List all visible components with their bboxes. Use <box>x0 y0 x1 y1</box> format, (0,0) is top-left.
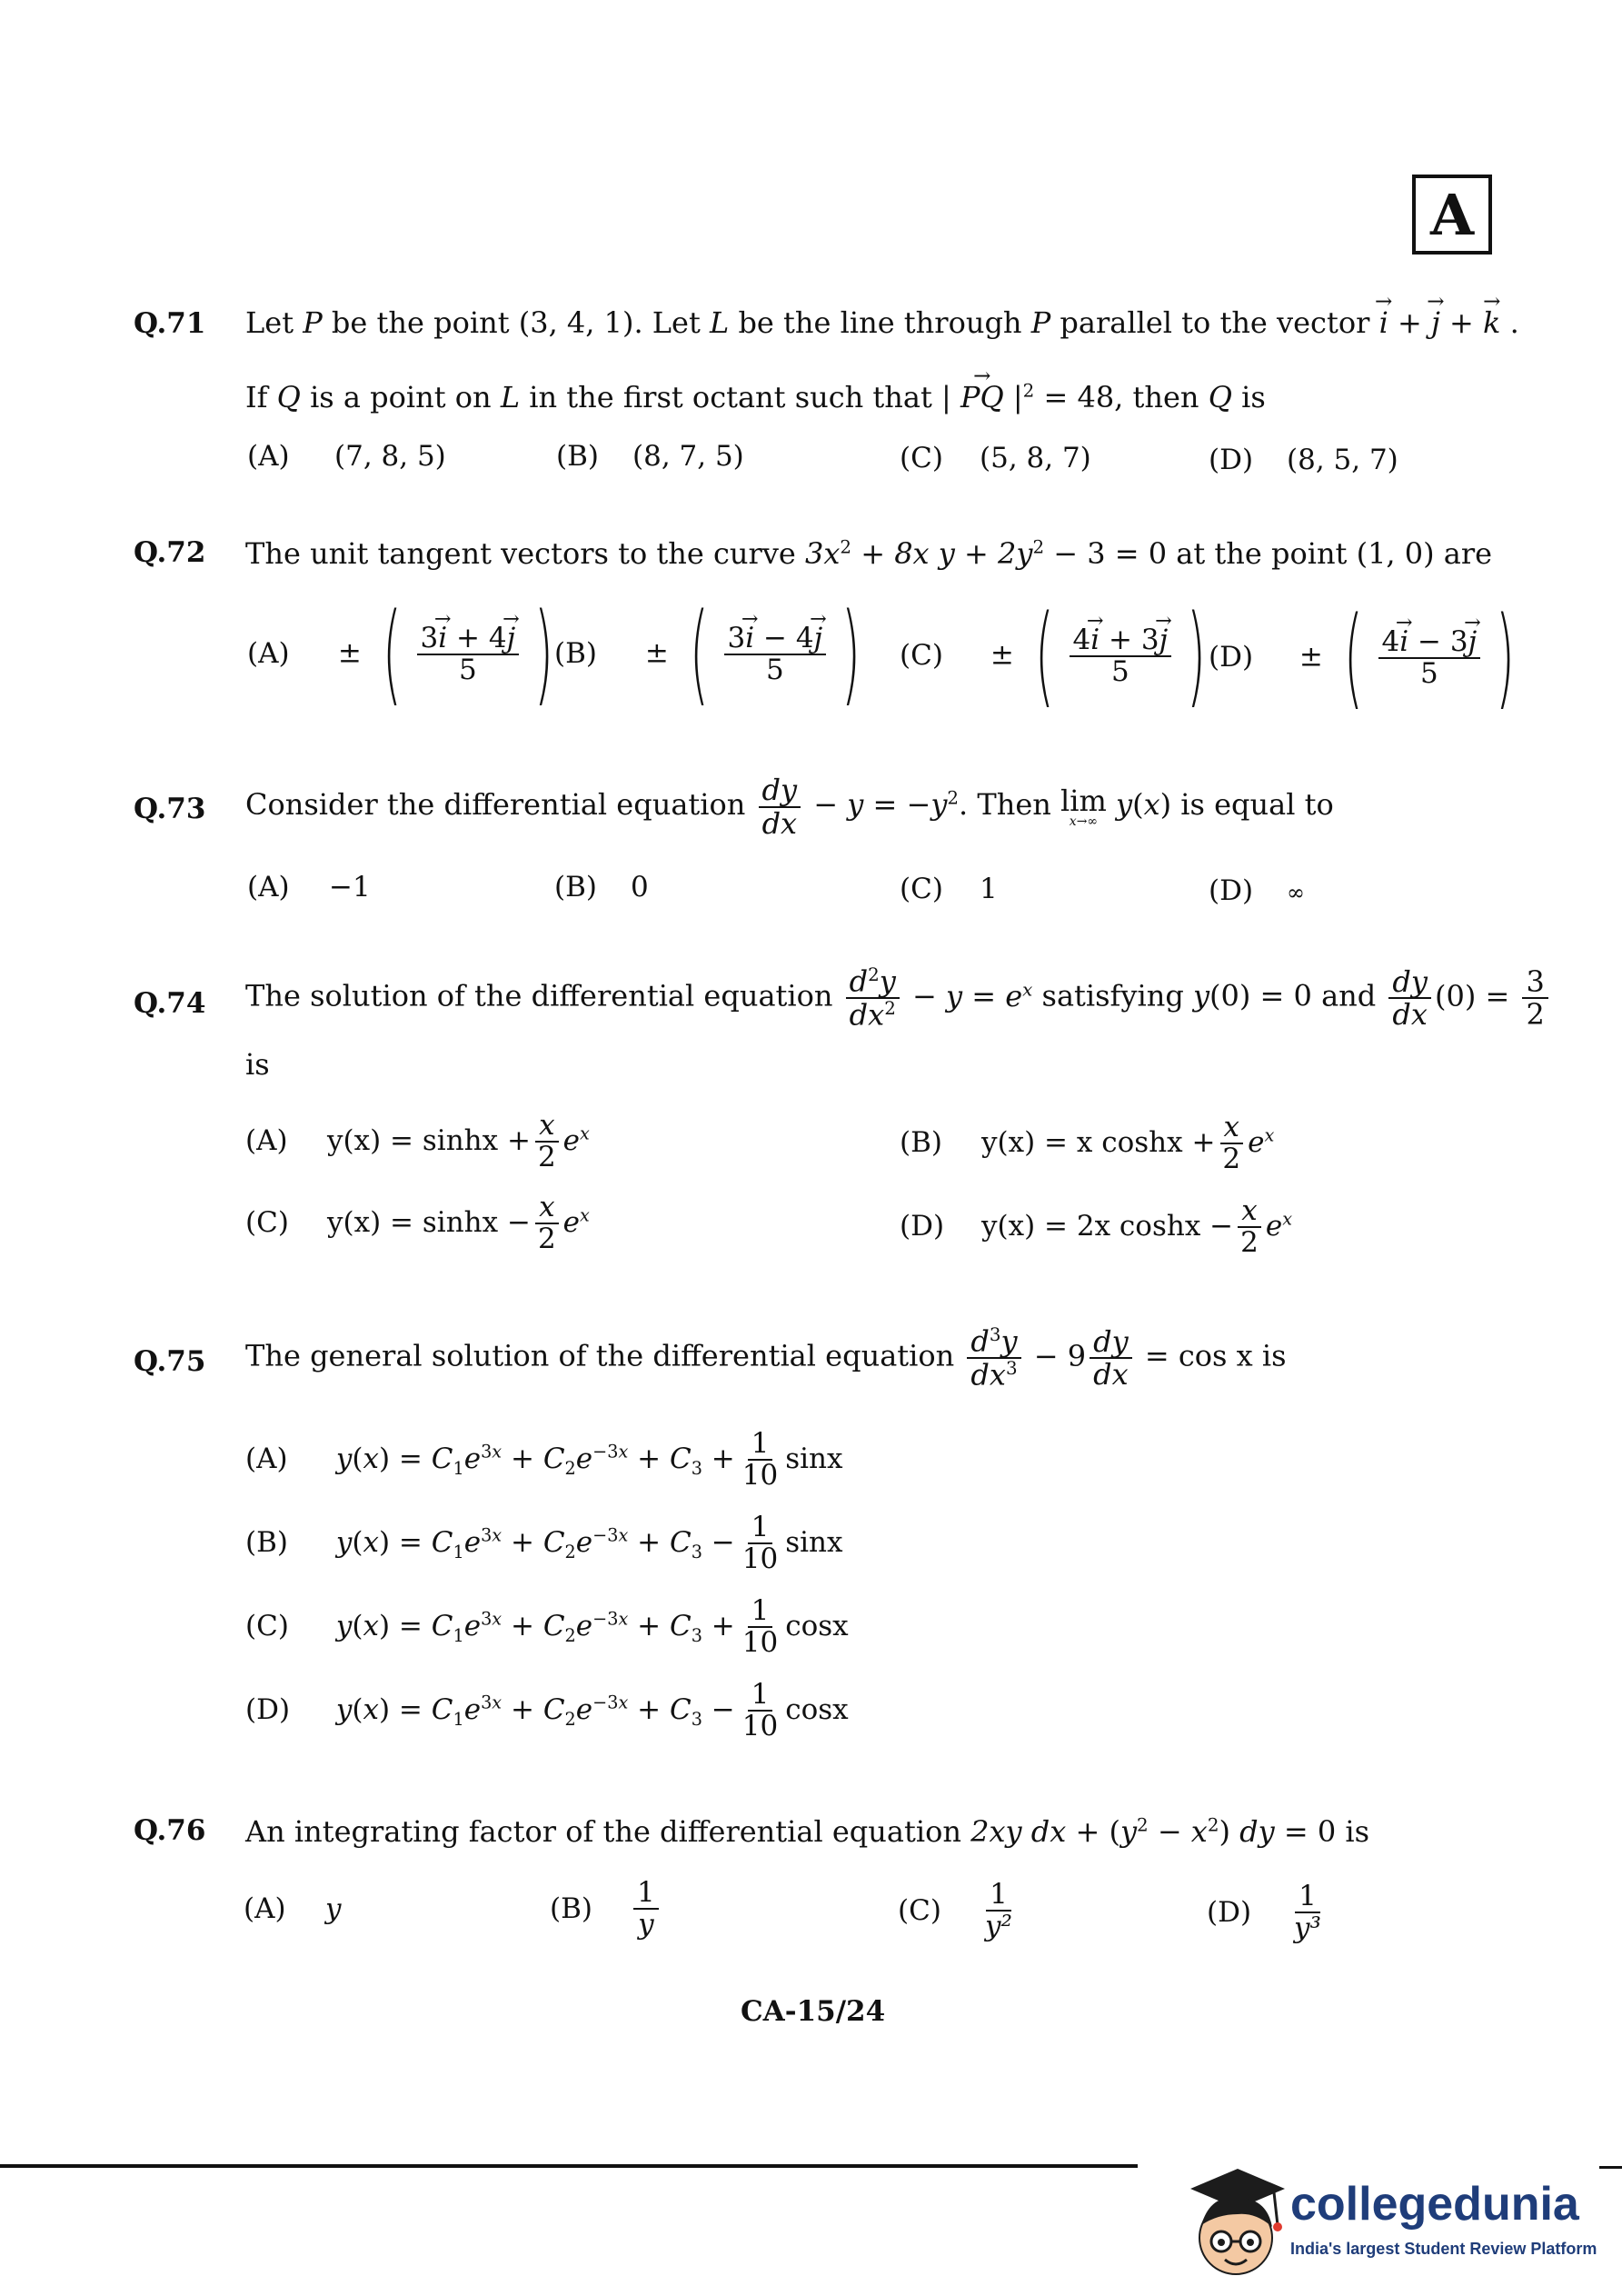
option-label: (C) <box>245 1205 289 1239</box>
trig-function: cosx <box>785 1692 849 1726</box>
plus-minus: ± <box>1299 640 1323 674</box>
x-over-2: $\frac{x}{2}$ <box>1237 1196 1262 1259</box>
option-label: (D) <box>1209 444 1254 476</box>
option-fraction <box>981 1880 1016 1942</box>
operator: + <box>1109 623 1133 656</box>
q71-var-p: P <box>303 305 323 340</box>
bottom-divider <box>0 2164 1138 2168</box>
plus-minus: ± <box>644 636 669 670</box>
denominator: y <box>638 1908 654 1942</box>
coef: 4 <box>1381 624 1400 658</box>
question-75-text <box>245 1325 1286 1391</box>
one-tenth: $\frac{1}{10}$ <box>741 1594 779 1660</box>
coef: 3 <box>1449 624 1468 658</box>
q72-option-d[interactable] <box>1209 594 1527 721</box>
q75-equation: $\frac{d^3y}{dx^3}$ − 9 $\frac{dy}{dx}$ <box>963 1339 1135 1373</box>
option-text: 1 <box>980 873 998 905</box>
q75-option-b[interactable] <box>245 1512 843 1575</box>
q73-text: Consider the differential equation <box>245 787 746 823</box>
option-expression: ( $\frac{3\to i - 4\to j}{5}$ ) <box>678 600 872 709</box>
q72-text: The unit tangent vectors to the curve <box>245 536 796 571</box>
q75-text: The general solution of the differential equation <box>245 1338 955 1373</box>
q71-text: parallel to the vector <box>1060 305 1370 340</box>
one-tenth: $\frac{1}{10}$ <box>741 1427 779 1492</box>
sign: + <box>711 1442 735 1475</box>
q73-limit: lim x→∞ <box>1060 783 1107 829</box>
option-label: (D) <box>1209 874 1254 907</box>
numerator: 1 <box>1295 1882 1320 1913</box>
q71-var-q: Q <box>276 380 301 414</box>
option-text: ∞ <box>1287 880 1305 905</box>
option-label: (A) <box>244 1892 286 1925</box>
q71-var-l: L <box>710 305 730 340</box>
operator: − <box>1418 624 1442 658</box>
q73-text: . Then <box>959 787 1051 823</box>
q71-text: Let <box>245 305 294 340</box>
sign: − <box>711 1692 735 1726</box>
q74-text: satisfying <box>1041 978 1184 1013</box>
operator: − <box>763 621 788 654</box>
question-71-line-1 <box>245 305 1519 340</box>
option-text: y(x) = 2x coshx − <box>981 1209 1234 1243</box>
option-label: (C) <box>900 638 943 672</box>
coef: 4 <box>1072 623 1091 656</box>
question-number-71: Q.71 <box>134 307 206 340</box>
exp-term: $e^x$ <box>1248 1124 1275 1159</box>
q72-text: at the point (1, 0) are <box>1176 536 1493 571</box>
option-text: 0 <box>631 871 649 903</box>
q76-option-b[interactable] <box>550 1878 662 1941</box>
coef: 3 <box>727 621 746 654</box>
page-footer: CA-15/24 <box>741 1995 886 2028</box>
question-number-72: Q.72 <box>134 536 206 569</box>
sheet-code-box <box>1412 175 1492 255</box>
q71-option-a[interactable] <box>247 440 446 473</box>
coef: 4 <box>488 621 507 654</box>
q73-equation: $\frac{dy}{dx}$ − $y = -y^2$ <box>755 787 959 822</box>
q71-text: be the point (3, 4, 1). Let <box>331 305 701 340</box>
option-text: (8, 5, 7) <box>1287 444 1398 476</box>
q71-option-d[interactable] <box>1209 444 1398 476</box>
option-expression: ( $\frac{3\to i + 4\to j}{5}$ ) <box>371 600 565 709</box>
question-74-text <box>245 965 1552 1031</box>
option-text: (5, 8, 7) <box>980 442 1091 474</box>
coef: 4 <box>795 621 814 654</box>
question-number-76: Q.76 <box>134 1814 206 1847</box>
bottom-divider-right <box>1599 2166 1622 2169</box>
q71-text: is <box>1241 380 1266 414</box>
sign: + <box>711 1609 735 1642</box>
q72-option-c[interactable] <box>900 593 1218 719</box>
denominator: 5 <box>459 654 477 686</box>
q76-text: is <box>1345 1814 1370 1849</box>
sign: − <box>711 1525 735 1559</box>
question-71-line-2 <box>245 380 1266 414</box>
option-text: −1 <box>329 871 371 903</box>
x-over-2: $\frac{x}{2}$ <box>1219 1113 1244 1175</box>
question-number-74: Q.74 <box>134 987 206 1020</box>
q75-option-c[interactable] <box>245 1596 849 1659</box>
option-expression: ( $\frac{4\to i + 3\to j}{5}$ ) <box>1023 602 1218 711</box>
trig-function: sinx <box>785 1525 843 1559</box>
option-label: (B) <box>900 1125 942 1159</box>
operator: + <box>456 621 481 654</box>
question-73-text <box>245 774 1334 839</box>
option-label: (C) <box>898 1894 941 1928</box>
q76-option-d[interactable] <box>1207 1882 1328 1944</box>
option-label: (B) <box>550 1892 592 1926</box>
q76-option-c[interactable] <box>898 1880 1020 1942</box>
q71-var-l: L <box>500 380 521 414</box>
coef: 3 <box>420 621 439 654</box>
q71-var-p: P <box>1030 305 1051 340</box>
option-label: (A) <box>245 1123 288 1157</box>
one-tenth: $\frac{1}{10}$ <box>741 1678 779 1743</box>
x-over-2: $\frac{x}{2}$ <box>534 1111 560 1173</box>
option-text: y <box>325 1892 342 1925</box>
denominator: y² <box>985 1910 1012 1943</box>
exp-term: $e^x$ <box>562 1204 590 1239</box>
option-label: (C) <box>900 873 943 905</box>
option-label: (A) <box>247 871 290 903</box>
option-fraction <box>633 1878 659 1941</box>
option-label: (B) <box>554 871 597 903</box>
question-72-text <box>245 536 1492 571</box>
q71-option-c[interactable] <box>900 442 1091 474</box>
option-label: (D) <box>245 1692 291 1726</box>
plus-minus: ± <box>990 638 1014 672</box>
question-76-text <box>245 1814 1369 1849</box>
q72-option-a[interactable] <box>247 591 565 717</box>
option-text: y(x) = sinhx + <box>327 1123 531 1157</box>
option-label: (C) <box>245 1609 289 1642</box>
option-label: (D) <box>1207 1896 1252 1930</box>
denominator: 5 <box>1420 657 1438 690</box>
option-text: y(x) = x coshx + <box>981 1125 1216 1159</box>
q71-option-b[interactable] <box>556 440 744 473</box>
option-label: (A) <box>247 440 290 473</box>
option-expression: $y(x) = C_1e^{3x} + C_2e^{-3x} + C_3$ <box>335 1441 702 1480</box>
exp-term: $e^x$ <box>1265 1208 1293 1243</box>
q71-text: be the line through <box>738 305 1022 340</box>
question-number-73: Q.73 <box>134 793 206 825</box>
option-label: (C) <box>900 442 943 474</box>
q71-text: is a point on <box>310 380 492 414</box>
option-text: (8, 7, 5) <box>632 440 744 473</box>
q71-text: = 48, then <box>1043 380 1199 414</box>
q76-equation: 2xy dx + $(y^2 - x^2)$ dy = 0 <box>970 1814 1337 1849</box>
question-number-75: Q.75 <box>134 1345 206 1378</box>
option-expression: $y(x) = C_1e^{3x} + C_2e^{-3x} + C_3$ <box>335 1524 702 1563</box>
x-over-2: $\frac{x}{2}$ <box>534 1193 560 1255</box>
q71-pq-magnitude: | → PQ $|^2$ <box>941 380 1034 414</box>
q74-option-c[interactable] <box>245 1193 590 1255</box>
option-fraction <box>1290 1882 1325 1944</box>
trig-function: sinx <box>785 1442 843 1475</box>
one-tenth: $\frac{1}{10}$ <box>741 1511 779 1576</box>
brand-tagline: India's largest Student Review Platform <box>1290 2240 1597 2258</box>
q74-option-a[interactable] <box>245 1111 590 1173</box>
q75-option-a[interactable] <box>245 1429 843 1492</box>
q75-text: = cos x is <box>1144 1338 1287 1373</box>
q72-option-b[interactable] <box>554 591 872 717</box>
q71-var-q: Q <box>1208 380 1232 414</box>
q73-option-c[interactable] <box>900 873 998 905</box>
exp-term: $e^x$ <box>562 1123 590 1157</box>
option-text: (7, 8, 5) <box>334 440 446 473</box>
q74-option-b[interactable] <box>900 1113 1274 1175</box>
denominator: y³ <box>1294 1912 1321 1945</box>
q74-condition-2: $\frac{dy}{dx}$ (0) = $\frac{3}{2}$ <box>1385 979 1551 1013</box>
sheet-code: A <box>1429 181 1475 248</box>
q74-is: is <box>245 1047 270 1082</box>
option-label: (D) <box>900 1209 945 1243</box>
q74-condition-1: y(0) = 0 <box>1192 978 1312 1013</box>
brand-name: collegedunia <box>1290 2178 1579 2231</box>
q73-yx: y(x) <box>1116 787 1172 823</box>
q71-vector-expression: → i + → j + → k . <box>1379 305 1519 340</box>
trig-function: cosx <box>785 1609 849 1642</box>
denominator: 5 <box>1111 655 1129 688</box>
q74-equation: $\frac{d^2y}{dx^2}$ − $y = e^x$ <box>842 979 1033 1013</box>
q74-text: and <box>1321 978 1377 1013</box>
q76-text: An integrating factor of the differential equation <box>245 1814 961 1849</box>
q73-option-a[interactable] <box>247 871 371 903</box>
q73-option-d[interactable] <box>1209 874 1305 907</box>
coef: 3 <box>1140 623 1159 656</box>
option-text: y(x) = sinhx − <box>327 1205 531 1239</box>
q73-option-b[interactable] <box>554 871 649 903</box>
option-label: (B) <box>245 1525 288 1559</box>
option-label: (A) <box>247 636 290 670</box>
q75-option-d[interactable] <box>245 1680 849 1742</box>
q72-curve-equation: $3x^2 + 8x$ $y + 2y^2 - 3 = 0$ <box>805 536 1168 571</box>
q73-text: is equal to <box>1180 787 1334 823</box>
denominator: 5 <box>766 654 784 686</box>
q71-text: If <box>245 380 268 414</box>
option-expression: $y(x) = C_1e^{3x} + C_2e^{-3x} + C_3$ <box>335 1692 702 1731</box>
option-expression: ( $\frac{4\to i - 3\to j}{5}$ ) <box>1332 604 1527 713</box>
collegedunia-mascot-icon <box>1183 2161 1290 2289</box>
numerator: 1 <box>633 1878 659 1910</box>
q76-option-a[interactable] <box>244 1892 342 1925</box>
q74-text: The solution of the differential equation <box>245 978 833 1013</box>
q74-option-d[interactable] <box>900 1196 1292 1259</box>
option-label: (A) <box>245 1442 288 1475</box>
numerator: 1 <box>986 1880 1011 1912</box>
plus-minus: ± <box>337 636 362 670</box>
option-label: (B) <box>554 636 597 670</box>
option-label: (D) <box>1209 640 1254 674</box>
option-label: (B) <box>556 440 599 473</box>
option-expression: $y(x) = C_1e^{3x} + C_2e^{-3x} + C_3$ <box>335 1608 702 1647</box>
q71-text: in the first octant such that <box>529 380 932 414</box>
